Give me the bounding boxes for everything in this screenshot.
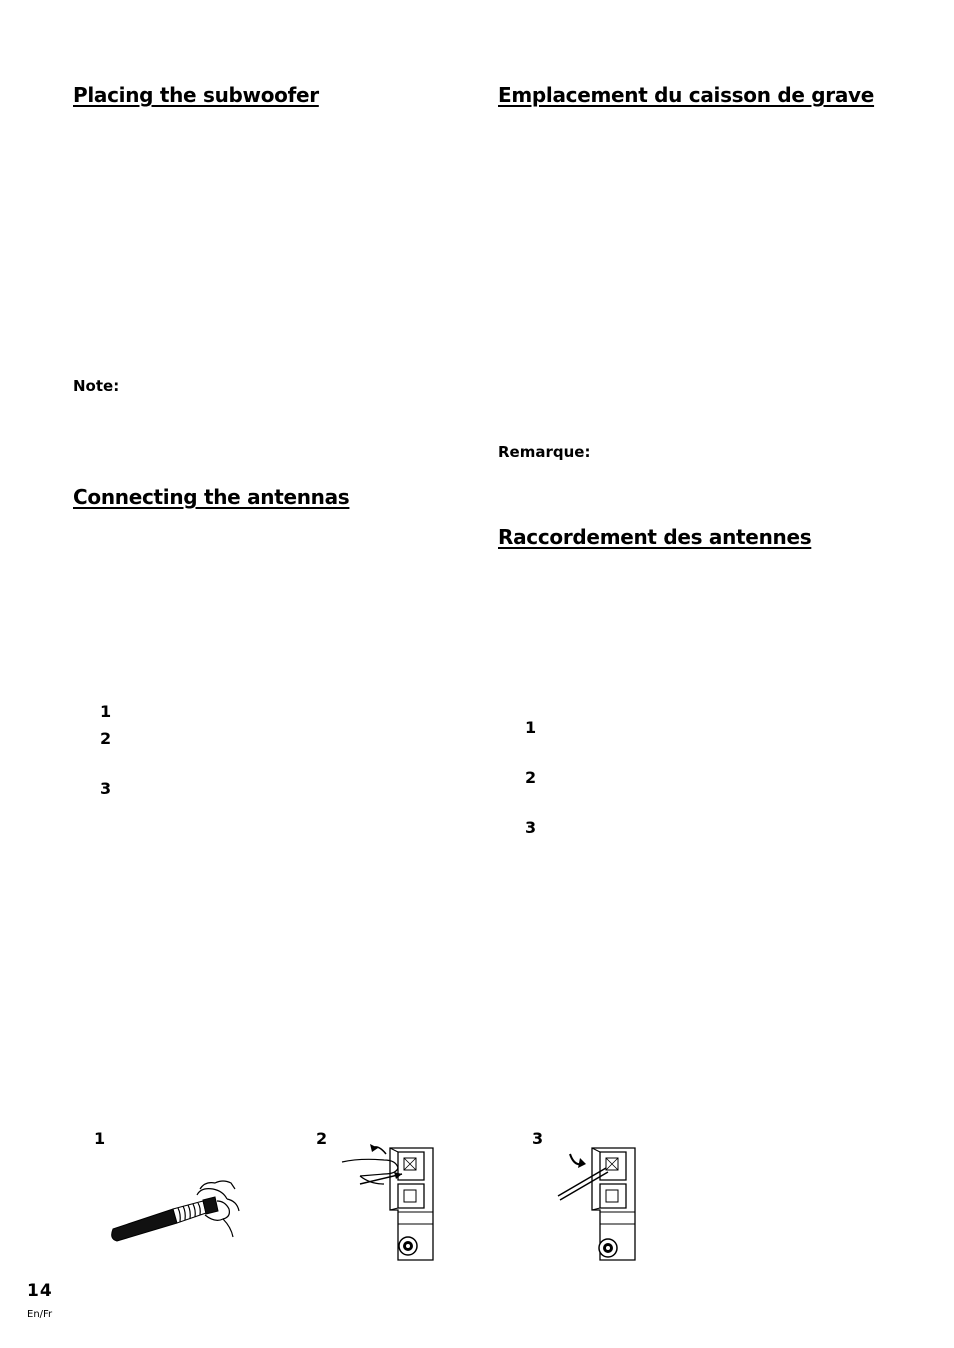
- step-number: 2: [525, 768, 537, 787]
- step-number: 2: [100, 729, 112, 748]
- step-number: 3: [525, 818, 537, 837]
- antenna-wire-twist-icon: [105, 1175, 240, 1245]
- antenna-terminal-insert-icon: [340, 1140, 436, 1262]
- step-number: 3: [100, 779, 112, 798]
- step-number: 1: [525, 718, 537, 737]
- remarque-label: Remarque:: [498, 443, 591, 461]
- page-language: En/Fr: [27, 1309, 53, 1320]
- heading-placing-subwoofer: Placing the subwoofer: [73, 83, 319, 107]
- figure-label: 1: [94, 1129, 106, 1148]
- page-number: 14: [27, 1281, 53, 1301]
- figure-label: 3: [532, 1129, 544, 1148]
- heading-emplacement-caisson: Emplacement du caisson de grave: [498, 83, 875, 107]
- antenna-terminal-lock-icon: [556, 1140, 638, 1262]
- note-label: Note:: [73, 377, 120, 395]
- heading-raccordement-antennes: Raccordement des antennes: [498, 525, 812, 549]
- figure-label: 2: [316, 1129, 328, 1148]
- step-number: 1: [100, 702, 112, 721]
- heading-connecting-antennas: Connecting the antennas: [73, 485, 350, 509]
